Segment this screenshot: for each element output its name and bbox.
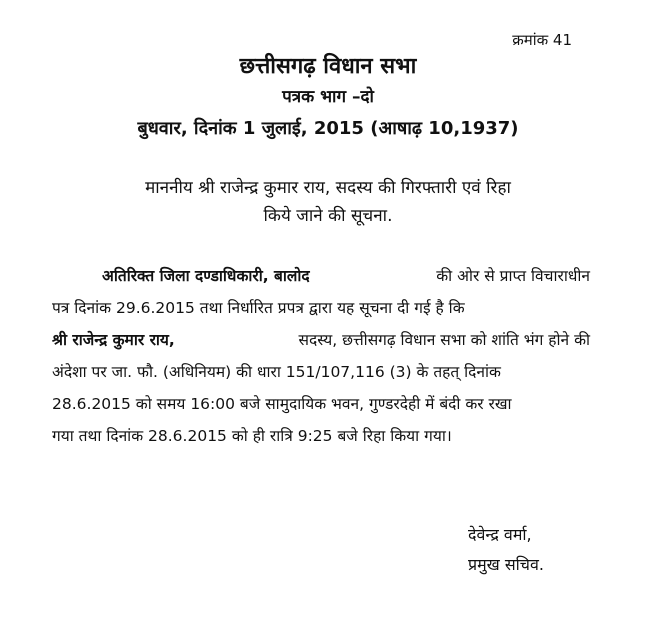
body-line-6-text: गया तथा दिनांक 28.6.2015 को ही रात्रि 9:25 बजे रिहा किया गया। [52,427,452,445]
body-line-6 [52,420,590,452]
body-line-2-text: पत्र दिनांक 29.6.2015 तथा निर्धारित प्रपत्र द्वारा यह सूचना दी गई है कि [52,299,465,317]
bulletin-part: पत्रक भाग –दो [282,87,374,107]
subject-line-2: किये जाने की सूचना. [263,206,393,226]
signatory-name: देवेन्द्र वर्मा, [468,525,532,544]
body-line-2 [52,292,590,324]
body-line-1-rest: की ओर से प्राप्त विचाराधीन [436,267,590,285]
signature-block [468,520,544,580]
body-line-4-text: अंदेशा पर जा. फौ. (अधिनियम) की धारा 151/107,116 (3) के तहत् दिनांक [52,363,501,381]
notice-body [52,260,590,452]
notice-subject [0,174,656,230]
body-line-5-text: 28.6.2015 को समय 16:00 बजे सामुदायिक भवन, गुण्डरदेही में बंदी कर रखा [52,395,512,413]
page-title: छत्तीसगढ़ विधान सभा [239,54,417,79]
serial-number: क्रमांक 41 [512,31,572,49]
body-line-4 [52,356,590,388]
member-name: श्री राजेन्द्र कुमार राय, [52,331,175,349]
subject-line-1: माननीय श्री राजेन्द्र कुमार राय, सदस्य की गिरफ्तारी एवं रिहा [145,178,511,198]
signatory-designation: प्रमुख सचिव. [468,555,544,574]
body-line-3 [52,324,590,356]
body-line-3-rest: सदस्य, छत्तीसगढ़ विधान सभा को शांति भंग होने की [298,331,590,349]
body-line-1 [52,260,590,292]
bulletin-date: बुधवार, दिनांक 1 जुलाई, 2015 (आषाढ़ 10,1937) [137,118,519,139]
magistrate-name: अतिरिक्त जिला दण्डाधिकारी, बालोद [102,267,310,285]
body-line-5 [52,388,590,420]
